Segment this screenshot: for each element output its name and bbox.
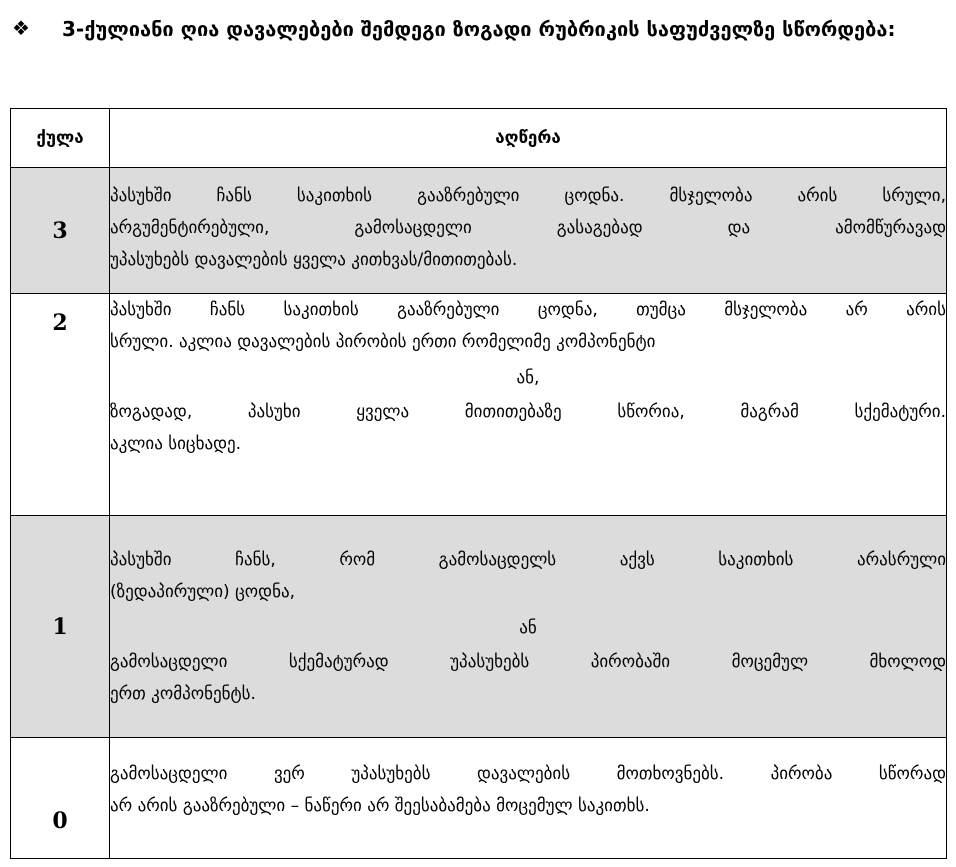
description-cell	[110, 294, 947, 516]
score-cell: 0	[11, 738, 110, 859]
description-line: არ არის გააზრებული – ნაწერი არ შეესაბამება მოცემულ საკითხს.	[110, 796, 650, 816]
table-row	[11, 738, 947, 859]
description-cell	[110, 168, 947, 294]
or-separator: ან,	[516, 368, 540, 388]
description-line: უპასუხებს დავალების ყველა კითხვას/მითითებას.	[110, 250, 518, 270]
intro-paragraph	[12, 14, 940, 45]
description-cell	[110, 516, 947, 738]
table-row	[11, 516, 947, 738]
or-separator: ან	[519, 617, 537, 638]
description-line: პასუხში ჩანს საკითხის გააზრებული ცოდნა. მსჯელობა არის სრული,	[110, 186, 946, 206]
rubric-table	[10, 108, 947, 859]
description-line: გამოსაცდელი სქემატურად უპასუხებს პირობაში მოცემულ მხოლოდ	[110, 651, 946, 672]
score-cell: 3	[11, 168, 110, 294]
description-line: ერთ კომპონენტს.	[110, 683, 256, 704]
description-line: სრული. აკლია დავალების პირობის ერთი რომელიმე კომპონენტი	[110, 332, 656, 352]
score-column-header: ქულა	[11, 109, 110, 168]
intro-text: 3-ქულიანი ღია დავალებები შემდეგი ზოგადი რუბრიკის საფუძველზე სწორდება:	[62, 17, 896, 41]
description-line: პასუხში ჩანს საკითხის გააზრებული ცოდნა, თუმცა მსჯელობა არ არის	[110, 300, 946, 320]
score-cell: 2	[11, 294, 110, 516]
score-cell: 1	[11, 516, 110, 738]
description-cell	[110, 738, 947, 859]
description-line: პასუხში ჩანს, რომ გამოსაცდელს აქვს საკითხის არასრული	[110, 549, 946, 570]
description-line: აკლია სიცხადე.	[110, 434, 242, 454]
table-row	[11, 294, 947, 516]
table-header-row	[11, 109, 947, 168]
description-line: არგუმენტირებული, გამოსაცდელი გასაგებად და ამომწურავად	[110, 218, 946, 238]
description-column-header: აღწერა	[110, 109, 947, 168]
table-row	[11, 168, 947, 294]
description-line: (ზედაპირული) ცოდნა,	[110, 581, 295, 602]
description-line: ზოგადად, პასუხი ყველა მითითებაზე სწორია, მაგრამ სქემატური.	[110, 402, 946, 422]
description-line: გამოსაცდელი ვერ უპასუხებს დავალების მოთხოვნებს. პირობა სწორად	[110, 764, 946, 784]
diamond-bullet-icon: ❖	[12, 16, 30, 40]
